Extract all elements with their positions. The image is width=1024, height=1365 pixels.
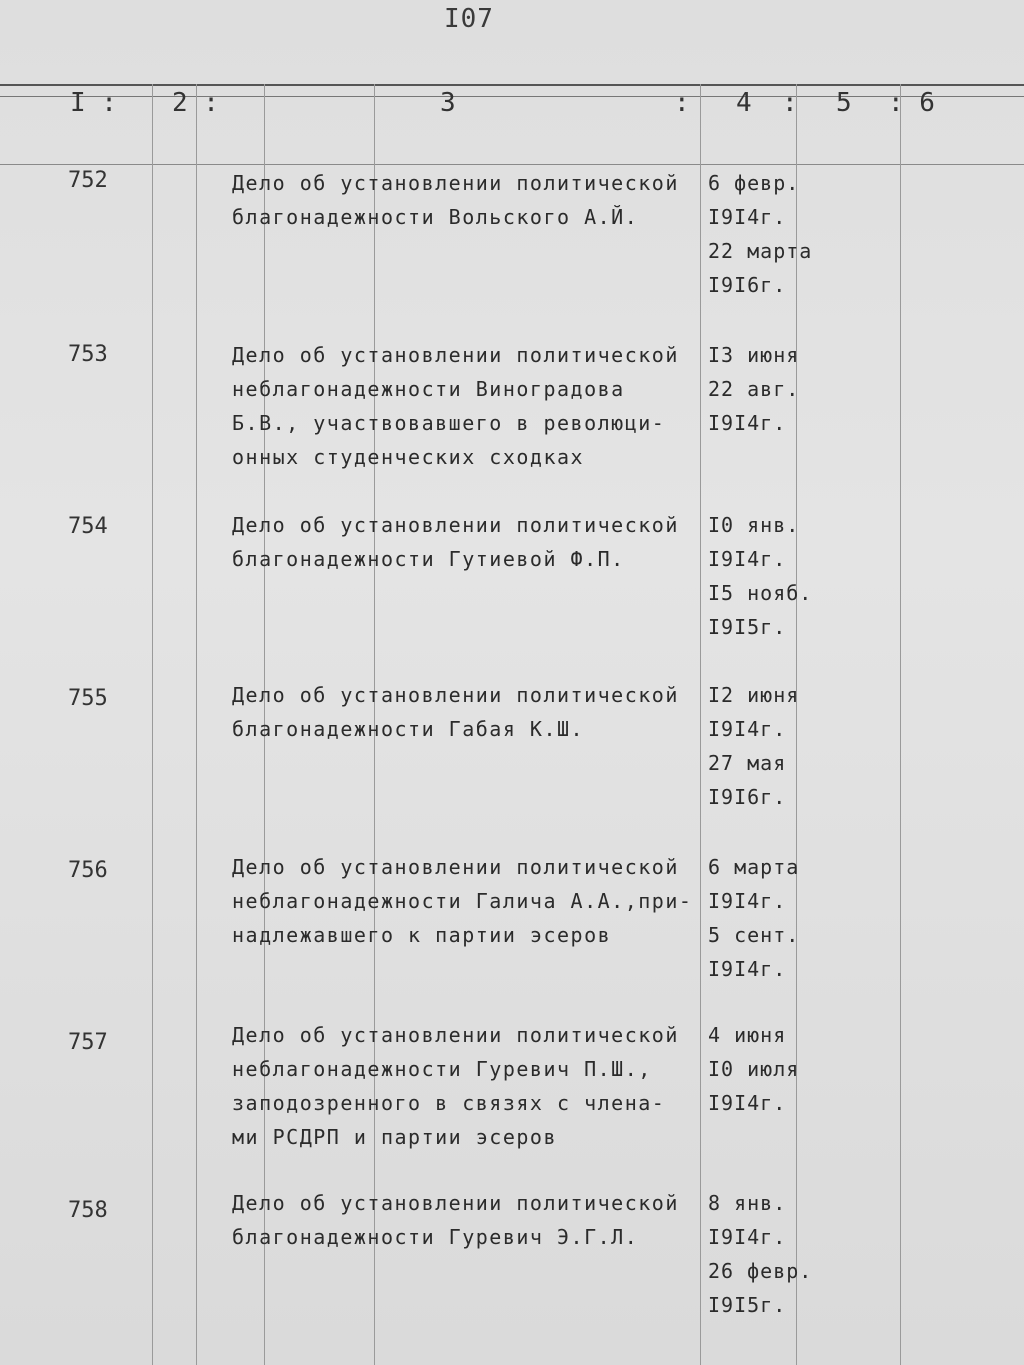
- column-number: 3: [440, 88, 456, 118]
- entry-title: Дело об установлении политической благонадежности Гутиевой Ф.П.: [232, 513, 679, 571]
- entry-title: Дело об установлении политической неблагонадежности Гуревич П.Ш., заподозренного в связях с члена- ми РСДРП и партии эсеров: [232, 1023, 679, 1149]
- entry-number: 755: [68, 686, 108, 711]
- date-line: I9I4г.: [708, 547, 787, 571]
- entry-title: Дело об установлении политической неблагонадежности Галича А.А.,при- надлежавшего к партии эсеров: [232, 855, 693, 947]
- column-divider: [196, 84, 197, 1365]
- date-line: I9I6г.: [708, 273, 787, 297]
- date-line: I9I5г.: [708, 615, 787, 639]
- date-line: I9I4г.: [708, 411, 787, 435]
- date-line: I9I4г.: [708, 1091, 787, 1115]
- date-line: 8 янв.: [708, 1191, 787, 1215]
- date-line: 6 февр.: [708, 171, 800, 195]
- date-line: I2 июня: [708, 683, 800, 707]
- entry-dates: [708, 1018, 824, 1120]
- date-line: I9I4г.: [708, 889, 787, 913]
- entry-dates: [708, 166, 824, 302]
- date-line: I5 нояб.: [708, 581, 813, 605]
- column-number: :: [674, 88, 690, 118]
- entry-dates: [708, 338, 824, 440]
- column-number: :: [782, 88, 798, 118]
- entry-number: 758: [68, 1198, 108, 1223]
- date-line: I9I6г.: [708, 785, 787, 809]
- date-line: 4 июня: [708, 1023, 787, 1047]
- entry-dates: [708, 678, 824, 814]
- page-number: I07: [444, 4, 494, 34]
- entry-number: 752: [68, 168, 108, 193]
- date-line: 27 мая: [708, 751, 787, 775]
- header-sub-rule: [0, 96, 1024, 97]
- header-bottom-rule: [0, 164, 1024, 165]
- date-line: 6 марта: [708, 855, 800, 879]
- column-number: 2 :: [172, 88, 219, 118]
- date-line: 22 авг.: [708, 377, 800, 401]
- date-line: I0 июля: [708, 1057, 800, 1081]
- entry-title: Дело об установлении политической благонадежности Вольского А.Й.: [232, 171, 679, 229]
- column-number: : 6: [888, 88, 935, 118]
- date-line: I9I5г.: [708, 1293, 787, 1317]
- entry-number: 756: [68, 858, 108, 883]
- column-divider: [152, 84, 153, 1365]
- date-line: I9I4г.: [708, 717, 787, 741]
- column-number: 4: [736, 88, 752, 118]
- date-line: I9I4г.: [708, 957, 787, 981]
- entry-title: Дело об установлении политической неблагонадежности Виноградова Б.В., участвовавшего в революци- онных студенческих сходках: [232, 343, 679, 469]
- entry-dates: [708, 850, 824, 986]
- entry-number: 753: [68, 342, 108, 367]
- entry-dates: [708, 1186, 824, 1322]
- date-line: 22 марта: [708, 239, 813, 263]
- column-divider: [900, 84, 901, 1365]
- entry-title: Дело об установлении политической благонадежности Гуревич Э.Г.Л.: [232, 1191, 679, 1249]
- date-line: I0 янв.: [708, 513, 800, 537]
- date-line: I9I4г.: [708, 205, 787, 229]
- date-line: I9I4г.: [708, 1225, 787, 1249]
- entry-number: 754: [68, 514, 108, 539]
- column-number: 5: [836, 88, 852, 118]
- entry-number: 757: [68, 1030, 108, 1055]
- entry-title: Дело об установлении политической благонадежности Габая К.Ш.: [232, 683, 679, 741]
- date-line: I3 июня: [708, 343, 800, 367]
- column-number: I :: [70, 88, 117, 118]
- date-line: 26 февр.: [708, 1259, 813, 1283]
- header-top-rule: [0, 84, 1024, 86]
- entry-dates: [708, 508, 824, 644]
- date-line: 5 сент.: [708, 923, 800, 947]
